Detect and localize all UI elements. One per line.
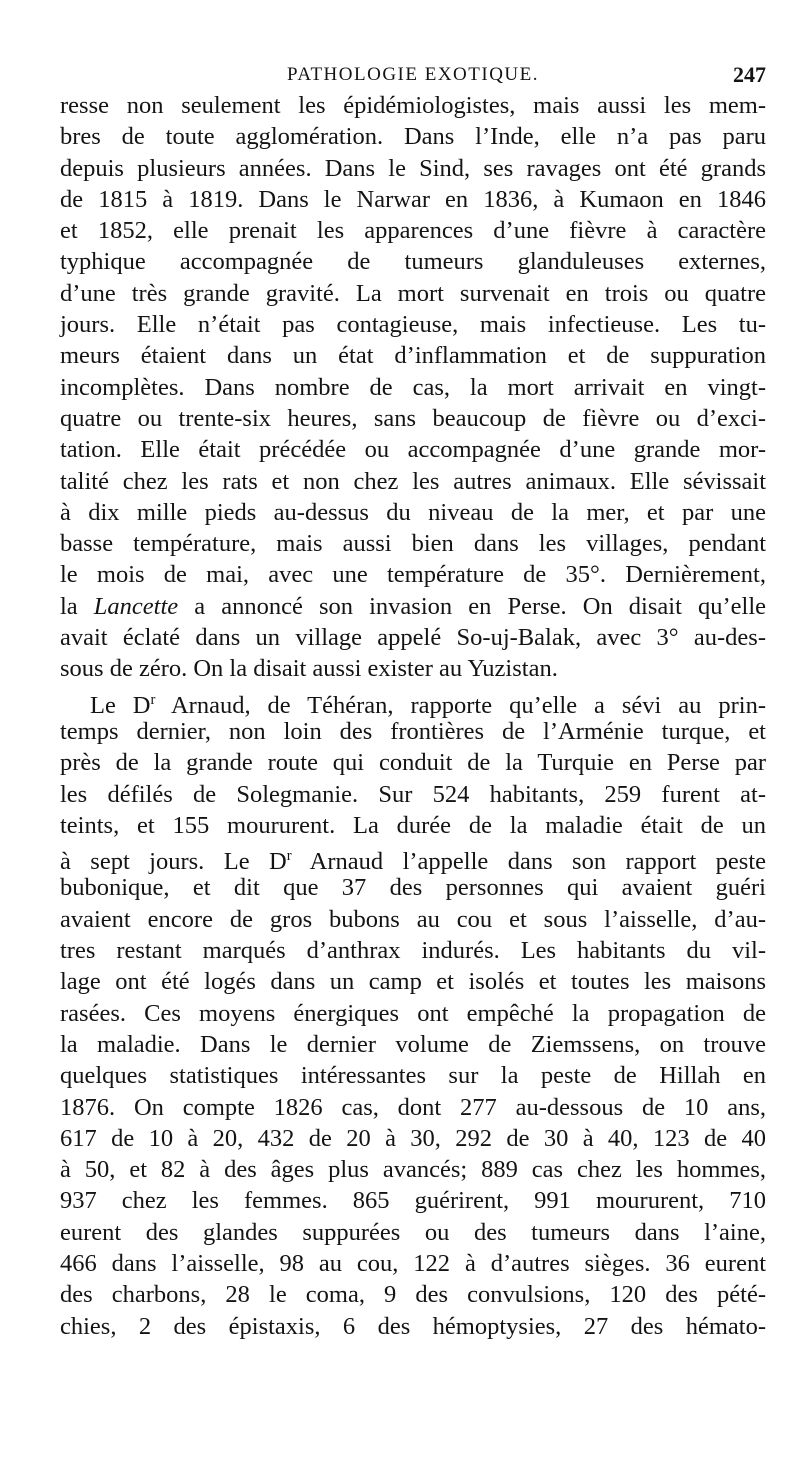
text-line: près de la grande route qui conduit de la Turquie en Perse par xyxy=(60,749,766,777)
text-line: depuis plusieurs années. Dans le Sind, ses ravages ont été grands xyxy=(60,154,766,182)
text-line: jours. Elle n’était pas contagieuse, mais infectieuse. Les tu- xyxy=(60,311,766,339)
text-line: à 50, et 82 à des âges plus avancés; 889 cas chez les hommes, xyxy=(60,1156,766,1184)
text-line: à sept jours. Le $D^r$ Arnaud l’appelle dans son rapport peste xyxy=(60,848,767,876)
text-line: 466 dans l’aisselle, 98 au cou, 122 à d’autres sièges. 36 eurent xyxy=(60,1249,766,1277)
text-line: typhique accompagnée de tumeurs glanduleuses externes, xyxy=(60,248,766,276)
running-head: PATHOLOGIE EXOTIQUE. xyxy=(287,64,539,85)
text-line: tation. Elle était précédée ou accompagnée d’une grande mor- xyxy=(60,436,766,464)
paragraph-2 xyxy=(60,685,766,1342)
text-line: la Lancette a annoncé son invasion en Perse. On disait qu’elle xyxy=(60,592,766,620)
text-line: et 1852, elle prenait les apparences d’une fièvre à caractère xyxy=(60,217,766,245)
text-line: quelques statistiques intéressantes sur la peste de Hillah en xyxy=(60,1062,766,1090)
text-line: 617 de 10 à 20, 432 de 20 à 30, 292 de 30 à 40, 123 de 40 xyxy=(60,1124,766,1152)
text-line: avait éclaté dans un village appelé So-uj-Balak, avec 3° au-des- xyxy=(60,624,766,652)
text-line: temps dernier, non loin des frontières de l’Arménie turque, et xyxy=(60,717,766,745)
page-number: 247 xyxy=(733,62,766,87)
text-line: bubonique, et dit que 37 des personnes qui avaient guéri xyxy=(60,874,766,902)
text-line: la maladie. Dans le dernier volume de Ziemssens, on trouve xyxy=(60,1030,766,1058)
text-line: incomplètes. Dans nombre de cas, la mort arrivait en vingt- xyxy=(60,373,766,401)
text-line: d’une très grande gravité. La mort survenait en trois ou quatre xyxy=(60,279,766,307)
text-line: meurs étaient dans un état d’inflammation et de suppuration xyxy=(60,342,766,370)
text-line: rasées. Ces moyens énergiques ont empêché la propagation de xyxy=(60,999,766,1027)
text-line: tres restant marqués d’anthrax indurés. Les habitants du vil- xyxy=(60,937,766,965)
text-line: eurent des glandes suppurées ou des tumeurs dans l’aine, xyxy=(60,1218,766,1246)
text-line: 1876. On compte 1826 cas, dont 277 au-dessous de 10 ans, xyxy=(60,1093,766,1121)
text-line: le mois de mai, avec une température de 35°. Dernièrement, xyxy=(60,561,766,589)
text-line: avaient encore de gros bubons au cou et sous l’aisselle, d’au- xyxy=(60,905,766,933)
text-line: basse température, mais aussi bien dans les villages, pendant xyxy=(60,530,766,558)
text-line: de 1815 à 1819. Dans le Narwar en 1836, à Kumaon en 1846 xyxy=(60,185,766,213)
paragraph-1 xyxy=(60,90,766,685)
text-line: talité chez les rats et non chez les autres animaux. Elle sévissait xyxy=(60,467,766,495)
text-line: des charbons, 28 le coma, 9 des convulsions, 120 des pété- xyxy=(60,1281,766,1309)
text-line: 937 chez les femmes. 865 guérirent, 991 moururent, 710 xyxy=(60,1187,766,1215)
text-line: resse non seulement les épidémiologistes, mais aussi les mem- xyxy=(60,92,766,119)
page-header xyxy=(60,60,766,90)
text-line: lage ont été logés dans un camp et isolés et toutes les maisons xyxy=(60,968,766,996)
text-line: chies, 2 des épistaxis, 6 des hémoptysies, 27 des hémato- xyxy=(60,1312,766,1340)
text-line: bres de toute agglomération. Dans l’Inde, elle n’a pas paru xyxy=(60,123,766,151)
text-line: Le $D^r$ Arnaud, de Téhéran, rapporte qu’elle a sévi au prin- xyxy=(90,691,766,719)
text-line: quatre ou trente-six heures, sans beaucoup de fièvre ou d’exci- xyxy=(60,404,766,432)
text-line: sous de zéro. On la disait aussi exister au Yuzistan. xyxy=(60,655,558,683)
text-line: teints, et 155 moururent. La durée de la maladie était de un xyxy=(60,811,766,839)
text-line: les défilés de Solegmanie. Sur 524 habitants, 259 furent at- xyxy=(60,780,766,808)
body-text xyxy=(60,90,766,1342)
text-line: à dix mille pieds au-dessus du niveau de la mer, et par une xyxy=(60,498,766,526)
